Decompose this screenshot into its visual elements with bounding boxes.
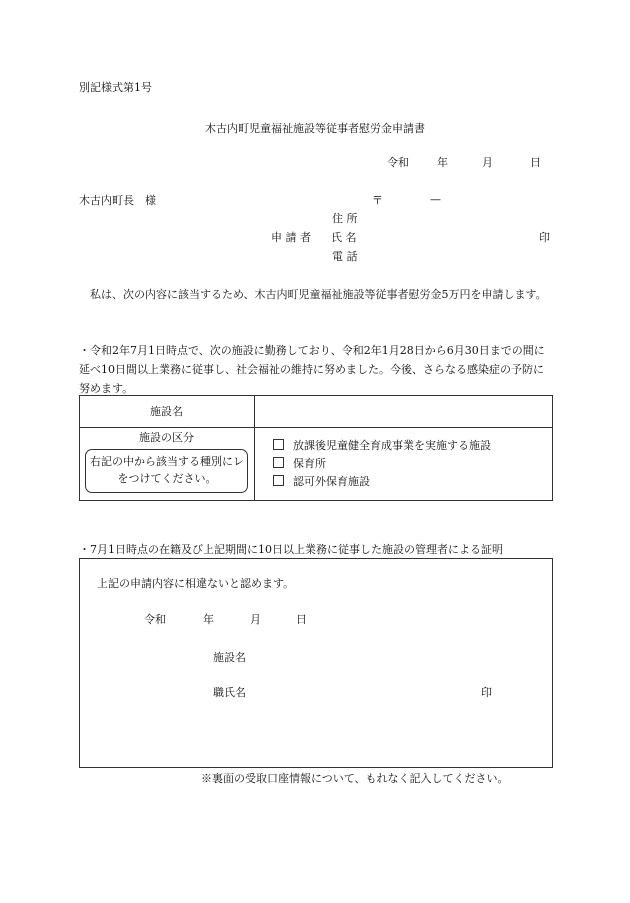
document-title: 木古内町児童福祉施設等従事者慰労金申請書 xyxy=(205,122,425,135)
facility-name-label: 施設名 xyxy=(150,405,183,418)
postal-dash: — xyxy=(430,193,441,206)
form-number: 別記様式第1号 xyxy=(79,81,152,94)
date-year-unit: 年 xyxy=(437,156,448,169)
facility-category-label: 施設の区分 xyxy=(139,431,194,444)
applicant-seal: 印 xyxy=(539,231,550,244)
name-label: 氏 名 xyxy=(331,231,357,244)
table-column-divider xyxy=(254,395,255,501)
address-label: 住 所 xyxy=(332,212,358,225)
cert-date-year-unit: 年 xyxy=(203,613,214,626)
condition-2: ・7月1日時点の在籍及び上記期間に10日以上業務に従事した施設の管理者による証明 xyxy=(79,543,503,556)
option-after-school-label: 放課後児童健全育成事業を実施する施設 xyxy=(293,439,491,452)
table-row-divider xyxy=(79,427,553,428)
condition-1: ・令和2年7月1日時点で、次の施設に勤務しており、令和2年1月28日から6月30日までの間に延べ10日間以上業務に従事し、社会福祉の維持に努めました。今後、さらなる感染症の予防に努めます。 xyxy=(79,344,545,395)
date-day-unit: 日 xyxy=(530,156,541,169)
option-unlicensed-nursery-label: 認可外保育施設 xyxy=(293,475,370,488)
cert-seal: 印 xyxy=(481,686,492,699)
option-nursery[interactable] xyxy=(273,457,491,475)
addressee: 木古内町長 様 xyxy=(79,194,156,207)
option-nursery-label: 保育所 xyxy=(293,457,326,470)
checkbox-nursery[interactable] xyxy=(273,457,284,468)
checkbox-unlicensed-nursery[interactable] xyxy=(273,475,284,486)
certification-text: 上記の申請内容に相違ないと認めます。 xyxy=(97,577,295,590)
applicant-label: 申 請 者 xyxy=(271,231,311,244)
postal-mark: 〒 xyxy=(372,194,383,207)
cert-date-day-unit: 日 xyxy=(296,613,307,626)
category-note: 右記の中から該当する種別にレをつけてください。 xyxy=(90,455,244,485)
cert-date-era: 令和 xyxy=(144,613,166,626)
checkbox-after-school[interactable] xyxy=(273,439,284,450)
facility-options xyxy=(273,439,491,493)
date-month-unit: 月 xyxy=(482,156,493,169)
facility-name-field[interactable] xyxy=(256,398,550,424)
cert-title-name-label: 職氏名 xyxy=(213,686,246,699)
footer-note: ※裏面の受取口座情報について、もれなく記入してください。 xyxy=(201,772,509,785)
option-after-school[interactable] xyxy=(273,439,491,457)
option-unlicensed-nursery[interactable] xyxy=(273,475,491,493)
phone-label: 電 話 xyxy=(332,250,358,263)
application-statement: 私は、次の内容に該当するため、木古内町児童福祉施設等従事者慰労金5万円を申請します。 xyxy=(90,288,547,301)
cert-facility-name-label: 施設名 xyxy=(213,651,246,664)
cert-date-month-unit: 月 xyxy=(250,613,261,626)
date-era: 令和 xyxy=(387,156,409,169)
